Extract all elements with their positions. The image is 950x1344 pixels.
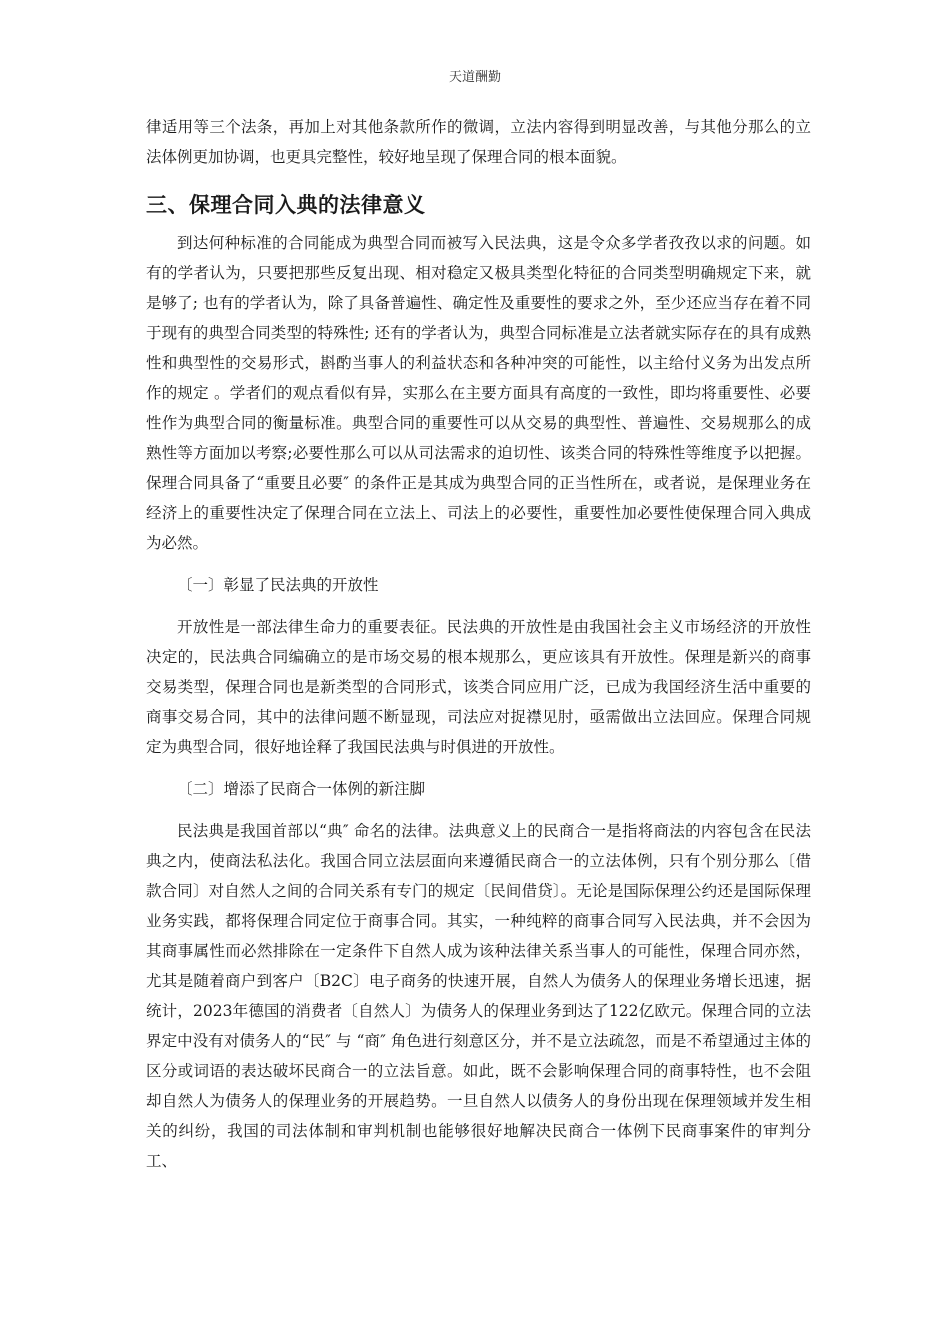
page-header: 天道酬勤 [448,70,501,85]
subsection-1-heading: 〔一〕彰显了民法典的开放性 [177,576,379,594]
subsection-2-heading: 〔二〕增添了民商合一体例的新注脚 [177,780,426,798]
document-body [146,112,811,1176]
intro-paragraph: 律适用等三个法条，再加上对其他条款所作的微调，立法内容得到明显改善，与其他分那么的立法体例更加协调，也更具完整性，较好地呈现了保理合同的根本面貌。 [146,118,811,166]
subsection-1-paragraph: 开放性是一部法律生命力的重要表征。民法典的开放性是由我国社会主义市场经济的开放性决定的，民法典合同编确立的是市场交易的根本规那么，更应该具有开放性。保理是新兴的商事交易类型，保理合同也是新类型的合同形式，该类合同应用广泛，已成为我国经济生活中重要的商事交易合同，其中的法律问题不断显现，司法应对捉襟见肘，亟需做出立法回应。保理合同规定为典型合同，很好地诠释了我国民法典与时俱进的开放性。 [146,618,811,756]
section-3-heading: 三、保理合同入典的法律意义 [146,193,426,217]
section-3-paragraph: 到达何种标准的合同能成为典型合同而被写入民法典，这是令众多学者孜孜以求的问题。如有的学者认为，只要把那些反复出现、相对稳定又极具类型化特征的合同类型明确规定下来，就是够了; 也有的学者认为，除了具备普遍性、确定性及重要性的要求之外，至少还应当存在着不同于现有的典型合同类型的特殊性; 还有的学者认为，典型合同标准是立法者就实际存在的具有成熟性和典型性的交易形式，斟酌当事人的利益状态和各种冲突的可能性，以主给付义务为出发点所作的规定 。学者们的观点看似有异，实那么在主要方面具有高度的一致性，即均将重要性、必要性作为典型合同的衡量标准。典型合同的重要性可以从交易的典型性、普遍性、交易规那么的成熟性等方面加以考察;必要性那么可以从司法需求的迫切性、该类合同的特殊性等维度予以把握。保理合同具备了“重要且必要″ 的条件正是其成为典型合同的正当性所在，或者说，是保理业务在经济上的重要性决定了保理合同在立法上、司法上的必要性，重要性加必要性使保理合同入典成为必然。 [146,234,811,552]
subsection-2-paragraph: 民法典是我国首部以“典″ 命名的法律。法典意义上的民商合一是指将商法的内容包含在民法典之内，使商法私法化。我国合同立法层面向来遵循民商合一的立法体例，只有个别分那么〔借款合同〕对自然人之间的合同关系有专门的规定〔民间借贷〕。无论是国际保理公约还是国际保理业务实践，都将保理合同定位于商事合同。其实，一种纯粹的商事合同写入民法典，并不会因为其商事属性而必然排除在一定条件下自然人成为该种法律关系当事人的可能性，保理合同亦然，尤其是随着商户到客户〔B2C〕电子商务的快速开展，自然人为债务人的保理业务增长迅速，据统计，2023年德国的消费者〔自然人〕为债务人的保理业务到达了122亿欧元。保理合同的立法界定中没有对债务人的“民″ 与 “商″ 角色进行刻意区分，并不是立法疏忽，而是不希望通过主体的区分或词语的表达破坏民商合一的立法旨意。如此，既不会影响保理合同的商事特性，也不会阻却自然人为债务人的保理业务的开展趋势。一旦自然人以债务人的身份出现在保理领域并发生相关的纠纷，我国的司法体制和审判机制也能够很好地解决民商合一体例下民商事案件的审判分工、 [146,822,811,1170]
